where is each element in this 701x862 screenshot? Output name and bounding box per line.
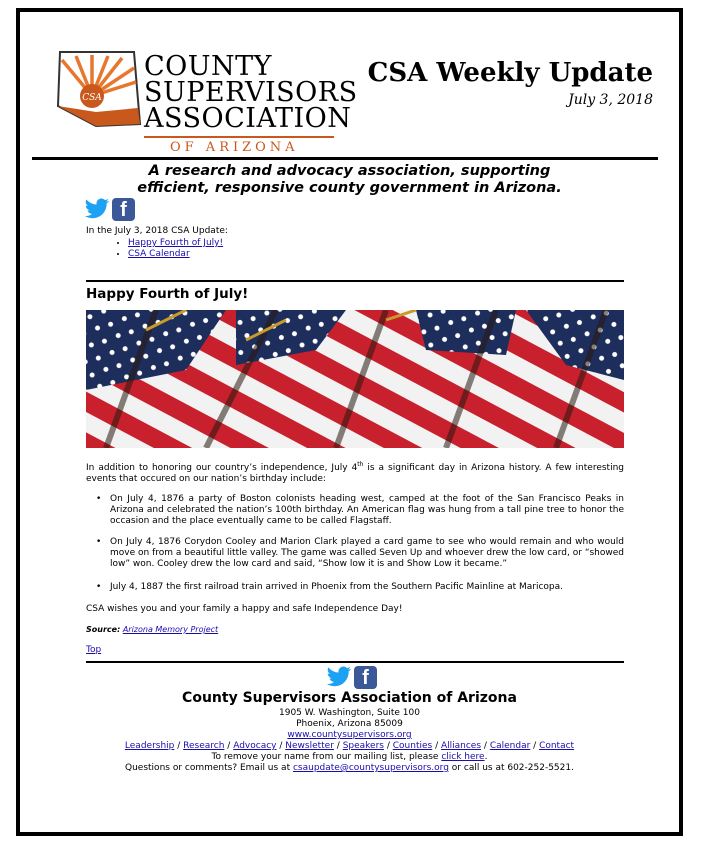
newsletter-date: July 3, 2018 (568, 92, 653, 108)
article-closing: CSA wishes you and your family a happy and safe Independence Day! (86, 604, 403, 614)
org-of-arizona: OF ARIZONA (170, 140, 299, 155)
article-intro: In addition to honoring our country’s independence, July 4th is a significant day in Arizona history. A few interesting events that occured on our nation’s birthday include: (86, 461, 624, 484)
org-line-2: SUPERVISORS (144, 77, 358, 108)
footer-nav-speakers[interactable]: Speakers (342, 741, 384, 751)
org-name (144, 51, 358, 134)
header-divider (32, 157, 658, 160)
top-link-wrap (86, 645, 624, 656)
top-link[interactable]: Top (86, 645, 102, 655)
org-line-1: COUNTY (144, 51, 273, 82)
footer-nav-calendar[interactable]: Calendar (489, 741, 531, 751)
svg-text:CSA: CSA (82, 93, 102, 103)
footer-nav-newsletter[interactable]: Newsletter (285, 741, 334, 751)
social-links-bottom (326, 666, 377, 689)
social-links-top (84, 198, 135, 221)
newsletter-title: CSA Weekly Update (367, 58, 653, 88)
toc-item (128, 249, 223, 260)
source-line: Source: Arizona Memory Project (86, 625, 219, 634)
list-item: • On July 4, 1876 Corydon Cooley and Marion Clark played a card game to see who would remain and who would move on from a beautiful little valley. The game was called Seven Up and whoever drew the low card, or “showed low” won. Cooley drew the low card and said, “Show low it is and Show Low it became.” (96, 537, 624, 569)
footer-nav-leadership[interactable]: Leadership (124, 741, 175, 751)
facebook-icon[interactable]: f (112, 198, 135, 221)
american-flags-image (86, 310, 624, 448)
issue-intro: In the July 3, 2018 CSA Update: (86, 226, 228, 236)
footer-website-wrap (20, 730, 679, 741)
facebook-icon[interactable]: f (354, 666, 377, 689)
org-rule (144, 136, 334, 138)
section-divider (86, 280, 624, 282)
footer-nav-counties[interactable]: Counties (392, 741, 433, 751)
table-of-contents (106, 238, 223, 260)
footer-nav-alliances[interactable]: Alliances (440, 741, 482, 751)
twitter-icon[interactable] (84, 198, 110, 220)
footer-nav-advocacy[interactable]: Advocacy (233, 741, 277, 751)
footer-questions: Questions or comments? Email us at csaupdate@countysupervisors.org or call us at 602-252-5521. (125, 763, 574, 773)
newsletter-frame (16, 8, 683, 836)
footer-org-name: County Supervisors Association of Arizona (182, 690, 517, 706)
twitter-icon[interactable] (326, 666, 352, 688)
unsubscribe-link[interactable]: click here (441, 752, 485, 762)
toc-item (128, 238, 223, 249)
list-item: • July 4, 1887 the first railroad train arrived in Phoenix from the Southern Pacific Mainline at Maricopa. (96, 582, 564, 592)
toc-link-calendar[interactable]: CSA Calendar (128, 249, 190, 259)
org-line-3: ASSOCIATION (144, 103, 352, 134)
tagline: A research and advocacy association, supporting efficient, responsive county government in Arizona. (137, 163, 562, 196)
footer-website-link[interactable]: www.countysupervisors.org (287, 730, 412, 740)
footer-nav-contact[interactable]: Contact (539, 741, 575, 751)
footer-address-2: Phoenix, Arizona 85009 (296, 719, 403, 729)
source-link[interactable]: Arizona Memory Project (122, 625, 219, 634)
email-link[interactable]: csaupdate@countysupervisors.org (292, 763, 449, 773)
footer-unsubscribe: To remove your name from our mailing list, please click here. (211, 752, 488, 762)
csa-logo (56, 50, 146, 128)
footer-nav: Leadership / Research / Advocacy / Newsletter / Speakers / Counties / Alliances / Calendar / Contact (124, 741, 575, 751)
footer-divider (86, 661, 624, 663)
footer-address-1: 1905 W. Washington, Suite 100 (279, 708, 420, 718)
article-heading: Happy Fourth of July! (86, 286, 249, 302)
list-item: • On July 4, 1876 a party of Boston colonists heading west, camped at the foot of the San Francisco Peaks in Arizona and celebrated the nation’s 100th birthday. An American flag was hung from a tall pine tree to honor the occasion and the place eventually came to be called Flagstaff. (96, 494, 624, 526)
footer-nav-research[interactable]: Research (183, 741, 225, 751)
toc-link-fourth[interactable]: Happy Fourth of July! (128, 238, 224, 248)
